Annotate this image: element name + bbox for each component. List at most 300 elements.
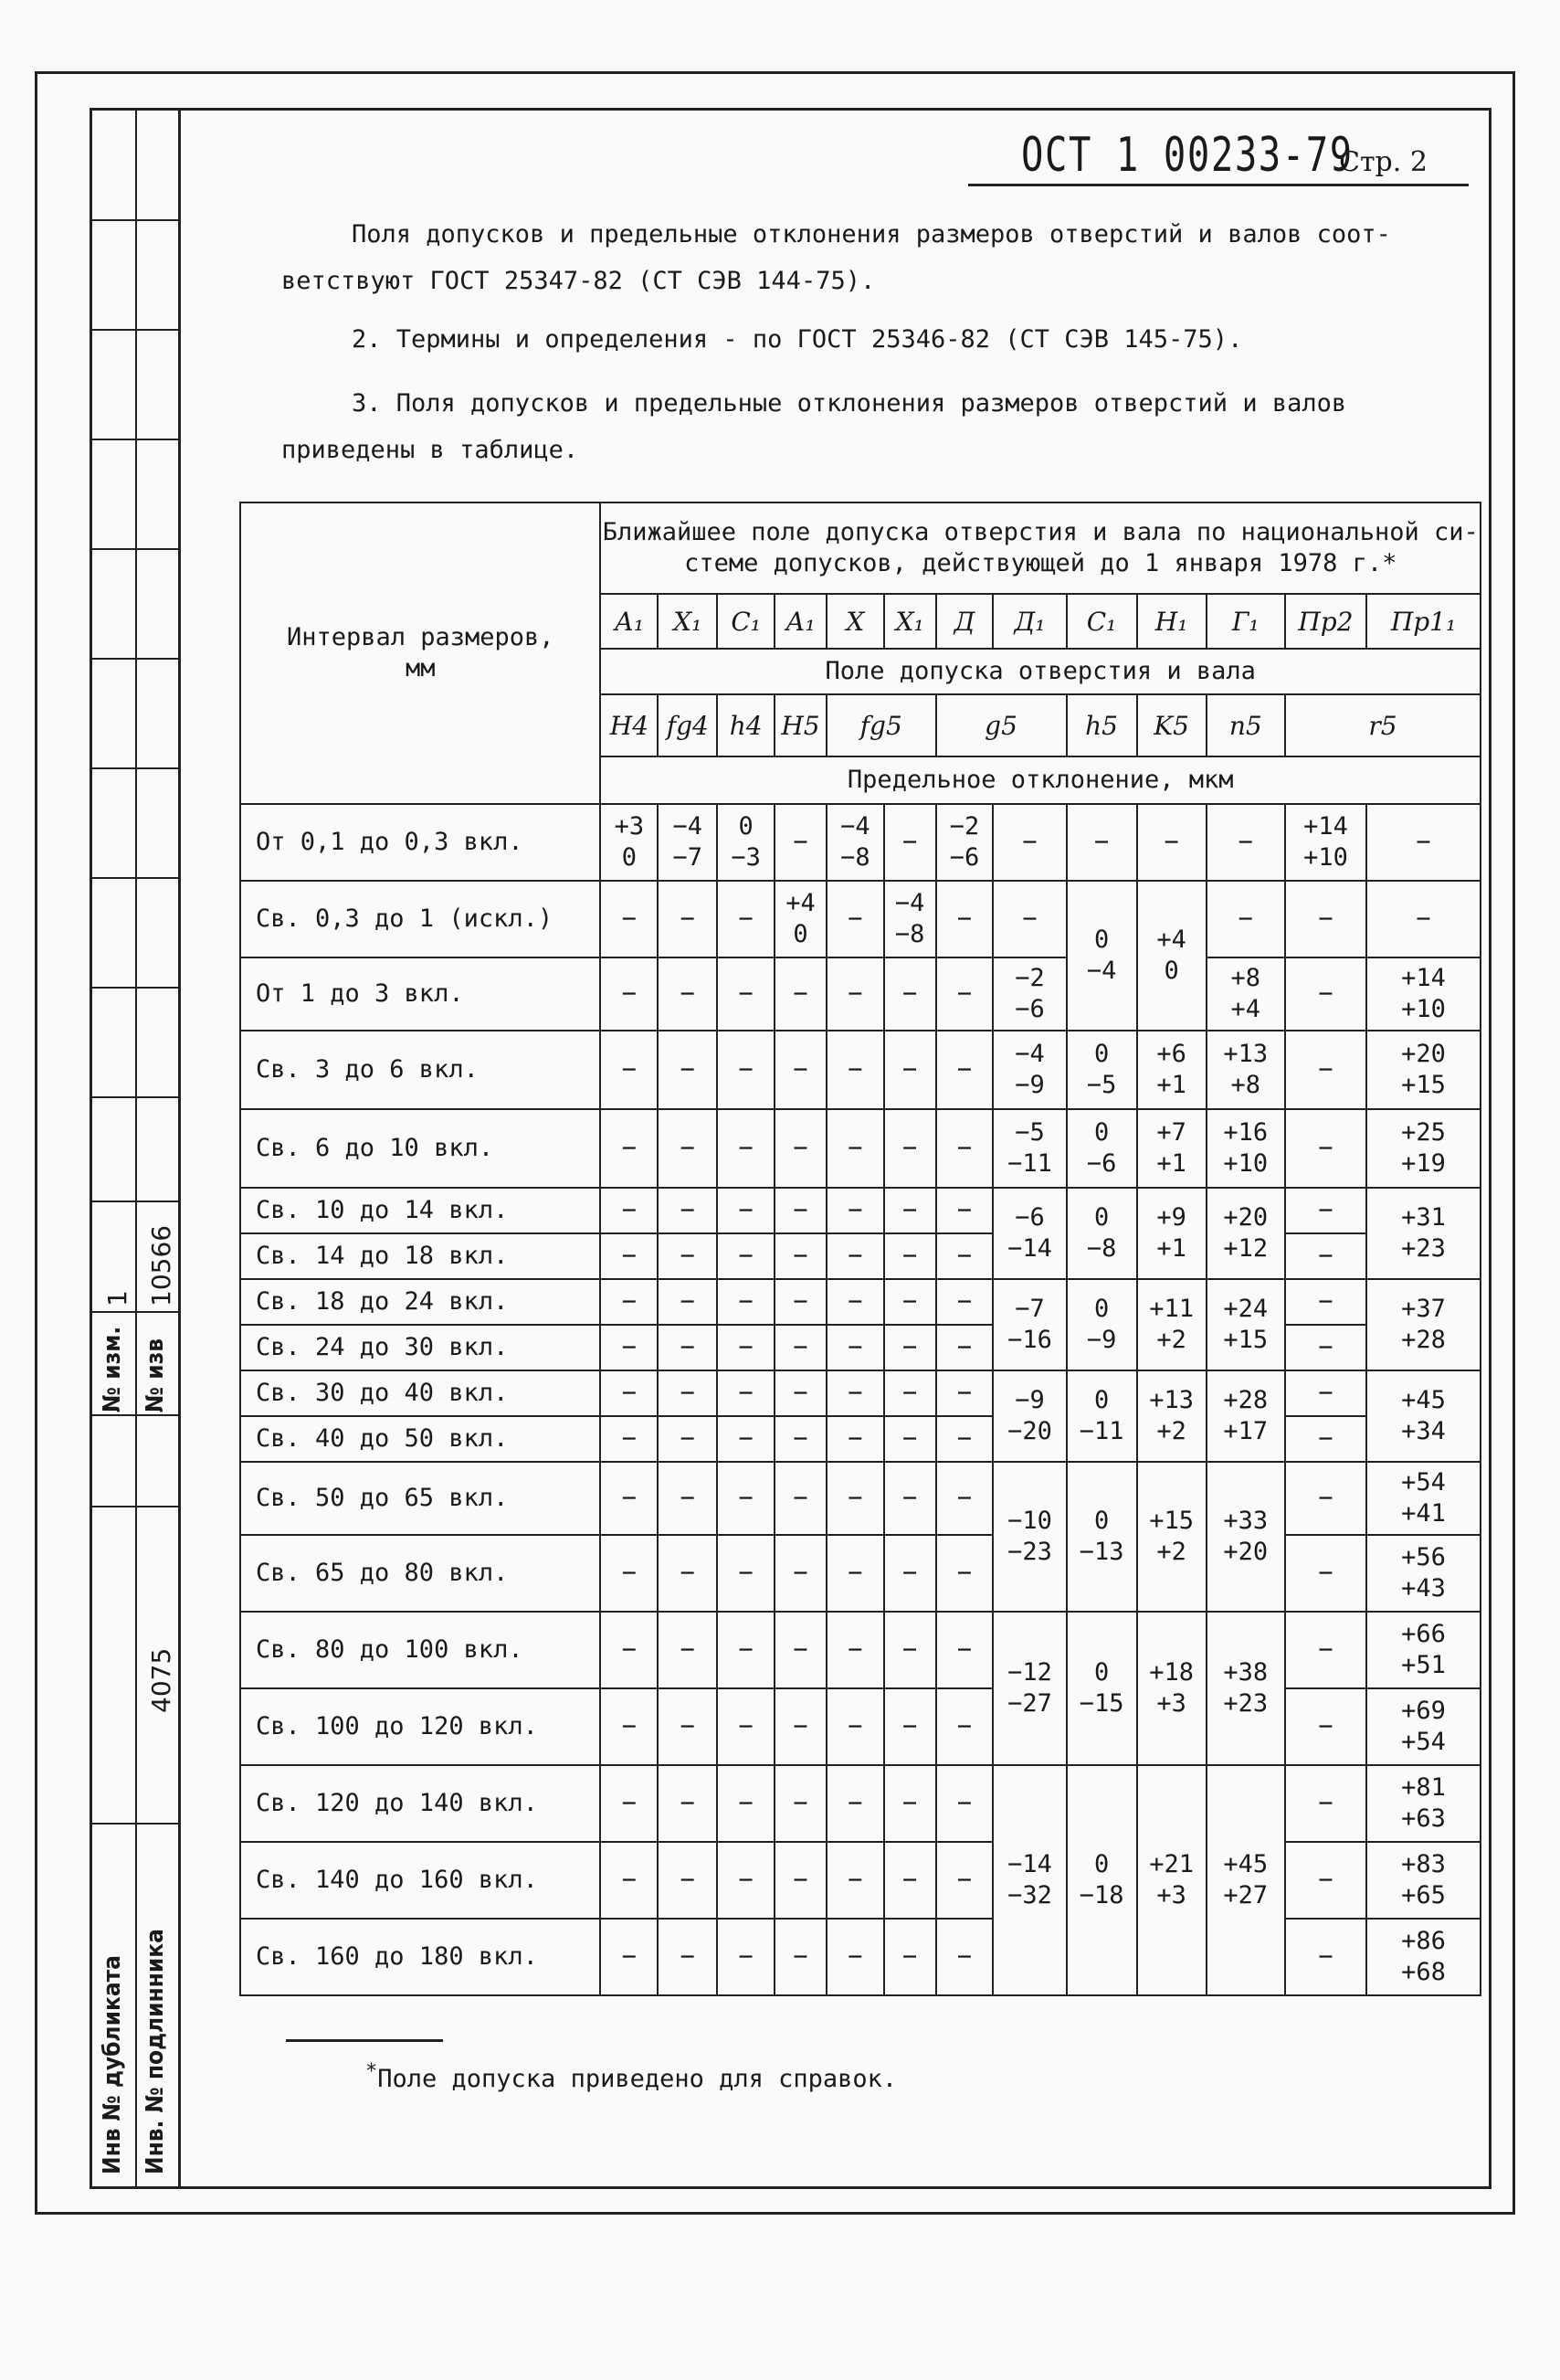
value-cell: 0 −8	[1067, 1188, 1137, 1279]
margin-cut	[90, 987, 178, 989]
table-row	[240, 1109, 1481, 1188]
value-cell: −	[658, 1233, 717, 1279]
value-cell: −	[936, 1842, 994, 1919]
value-cell: +45 +27	[1207, 1765, 1285, 1995]
value-cell: −	[1285, 1325, 1366, 1370]
value-cell: −	[600, 1612, 658, 1688]
value-cell: +4 0	[775, 881, 827, 957]
value-cell: −	[775, 1370, 827, 1416]
field-col-10: r5	[1285, 694, 1481, 756]
field-col-9: n5	[1207, 694, 1285, 756]
value-cell: −	[717, 1462, 775, 1535]
value-cell: −	[775, 957, 827, 1031]
value-cell: −	[884, 1233, 936, 1279]
value-cell: −	[717, 1325, 775, 1370]
value-cell: −	[884, 1279, 936, 1325]
value-cell: −	[884, 1416, 936, 1462]
national-system-header	[600, 502, 1481, 594]
value-cell: +16 +10	[1207, 1109, 1285, 1188]
value-cell: +15 +2	[1137, 1462, 1207, 1612]
podl-value: 4075	[146, 1647, 176, 1713]
value-cell: 0 −18	[1067, 1765, 1137, 1995]
value-cell: −	[827, 957, 884, 1031]
doc-code: ОСТ 1 00233-79	[1021, 128, 1354, 183]
national-col-7: Д	[936, 594, 994, 649]
paragraph-3-line-1: 3. Поля допусков и предельные отклонения размеров отверстий и валов	[352, 389, 1347, 418]
value-cell: −	[775, 1279, 827, 1325]
row-label: Св. 160 до 180 вкл.	[240, 1919, 600, 1995]
value-cell: −	[658, 1279, 717, 1325]
value-cell: −	[717, 1919, 775, 1995]
paragraph-3-line-2: приведены в таблице.	[281, 436, 579, 464]
national-col-1: А₁	[600, 594, 658, 649]
margin-cut	[90, 439, 178, 440]
value-cell: −	[600, 1109, 658, 1188]
value-cell: −	[936, 1535, 994, 1612]
value-cell: −	[658, 1765, 717, 1842]
value-cell: −4 −9	[993, 1031, 1066, 1109]
margin-cut	[90, 548, 178, 550]
footnote	[365, 2060, 897, 2093]
value-cell: −	[884, 1188, 936, 1233]
value-cell: −5 −11	[993, 1109, 1066, 1188]
value-cell: −	[936, 1462, 994, 1535]
row-label: От 0,1 до 0,3 вкл.	[240, 804, 600, 881]
value-cell: −	[600, 1765, 658, 1842]
value-cell: −	[1285, 1765, 1366, 1842]
value-cell: 0 −13	[1067, 1462, 1137, 1612]
value-cell: −	[884, 957, 936, 1031]
value-cell: −	[717, 1765, 775, 1842]
value-cell: −	[827, 1535, 884, 1612]
value-cell: −	[775, 1535, 827, 1612]
paragraph-1-line-1: Поля допусков и предельные отклонения размеров отверстий и валов соот-	[352, 220, 1391, 249]
field-col-2: fg4	[658, 694, 717, 756]
value-cell: −	[827, 1188, 884, 1233]
value-cell: −	[827, 1370, 884, 1416]
dubl-label: Инв № дубликата	[99, 1955, 126, 2174]
value-cell: −	[1285, 1279, 1366, 1325]
interval-header-label: Интервал размеров,	[286, 623, 554, 652]
margin-cut	[90, 1414, 178, 1416]
value-cell: −	[936, 1325, 994, 1370]
value-cell: −	[717, 1279, 775, 1325]
value-cell: +66 +51	[1366, 1612, 1481, 1688]
value-cell: −	[1285, 1919, 1366, 1995]
table-row	[240, 1188, 1481, 1233]
value-cell: −	[658, 1462, 717, 1535]
table-row	[240, 804, 1481, 881]
value-cell: −	[600, 881, 658, 957]
value-cell: −	[936, 1188, 994, 1233]
table-row	[240, 1233, 1481, 1279]
value-cell: −	[827, 1233, 884, 1279]
value-cell: −	[993, 804, 1066, 881]
izm-value: 1	[102, 1290, 132, 1306]
value-cell: −	[936, 957, 994, 1031]
value-cell: +20 +15	[1366, 1031, 1481, 1109]
value-cell: −	[600, 1188, 658, 1233]
value-cell: −	[884, 1370, 936, 1416]
national-col-5: Х	[827, 594, 884, 649]
value-cell: −	[775, 1462, 827, 1535]
value-cell: −	[884, 1535, 936, 1612]
value-cell: −2 −6	[936, 804, 994, 881]
national-header-line-1: Ближайшее поле допуска отверстия и вала по национальной си-	[602, 518, 1479, 547]
value-cell: −	[827, 1031, 884, 1109]
field-col-6: g5	[936, 694, 1067, 756]
value-cell: −	[936, 1612, 994, 1688]
value-cell: −	[717, 1109, 775, 1188]
value-cell: −	[717, 1233, 775, 1279]
value-cell: −	[775, 1765, 827, 1842]
value-cell: −4 −8	[884, 881, 936, 957]
national-col-8: Д₁	[993, 594, 1066, 649]
value-cell: +21 +3	[1137, 1765, 1207, 1995]
margin-cut	[90, 329, 178, 331]
row-label: Св. 14 до 18 вкл.	[240, 1233, 600, 1279]
table-row	[240, 1416, 1481, 1462]
value-cell: −	[827, 1109, 884, 1188]
value-cell: −	[936, 1688, 994, 1765]
row-label: Св. 100 до 120 вкл.	[240, 1688, 600, 1765]
value-cell: −	[600, 1279, 658, 1325]
value-cell: +69 +54	[1366, 1688, 1481, 1765]
value-cell: −	[1285, 1842, 1366, 1919]
binding-margin	[90, 108, 181, 2189]
value-cell: −	[1285, 1688, 1366, 1765]
table-row	[240, 1842, 1481, 1919]
value-cell: −	[600, 1535, 658, 1612]
table-row	[240, 1279, 1481, 1325]
national-col-6: Х₁	[884, 594, 936, 649]
value-cell: −	[884, 1031, 936, 1109]
value-cell: 0 −11	[1067, 1370, 1137, 1462]
value-cell: +14 +10	[1366, 957, 1481, 1031]
value-cell: +11 +2	[1137, 1279, 1207, 1370]
value-cell: −	[884, 1612, 936, 1688]
value-cell: −	[827, 1765, 884, 1842]
value-cell: +38 +23	[1207, 1612, 1285, 1765]
value-cell: −	[827, 1462, 884, 1535]
row-label: Св. 10 до 14 вкл.	[240, 1188, 600, 1233]
value-cell: −	[658, 1031, 717, 1109]
row-label: Св. 120 до 140 вкл.	[240, 1765, 600, 1842]
value-cell: −	[1285, 1416, 1366, 1462]
value-cell: −	[1285, 1370, 1366, 1416]
value-cell: −14 −32	[993, 1765, 1066, 1995]
value-cell: −	[1285, 957, 1366, 1031]
value-cell: −	[884, 1919, 936, 1995]
value-cell: −	[884, 1109, 936, 1188]
value-cell: −	[827, 1612, 884, 1688]
field-header: Поле допуска отверстия и вала	[600, 649, 1481, 694]
value-cell: −10 −23	[993, 1462, 1066, 1612]
margin-cut	[90, 1201, 178, 1202]
value-cell: 0 −5	[1067, 1031, 1137, 1109]
value-cell: −	[1137, 804, 1207, 881]
value-cell: −	[717, 1612, 775, 1688]
value-cell: −	[775, 1842, 827, 1919]
izm-label: № изм.	[99, 1326, 126, 1412]
row-label: От 1 до 3 вкл.	[240, 957, 600, 1031]
interval-header	[240, 502, 600, 804]
value-cell: +81 +63	[1366, 1765, 1481, 1842]
value-cell: +33 +20	[1207, 1462, 1285, 1612]
value-cell: +45 +34	[1366, 1370, 1481, 1462]
value-cell: −	[993, 881, 1066, 957]
value-cell: −	[936, 1416, 994, 1462]
value-cell: −	[658, 957, 717, 1031]
value-cell: −	[936, 1279, 994, 1325]
value-cell: +4 0	[1137, 881, 1207, 1031]
table-row	[240, 1462, 1481, 1535]
row-label: Св. 3 до 6 вкл.	[240, 1031, 600, 1109]
value-cell: −	[658, 1688, 717, 1765]
value-cell: −	[1285, 1188, 1366, 1233]
value-cell: −	[775, 1919, 827, 1995]
value-cell: −	[884, 1765, 936, 1842]
national-col-4: А₁	[775, 594, 827, 649]
row-label: Св. 140 до 160 вкл.	[240, 1842, 600, 1919]
value-cell: −	[775, 804, 827, 881]
value-cell: −	[827, 1688, 884, 1765]
national-col-13: Пр1₁	[1366, 594, 1481, 649]
table-row	[240, 1031, 1481, 1109]
value-cell: −	[717, 957, 775, 1031]
national-col-9: С₁	[1067, 594, 1137, 649]
value-cell: −	[600, 1919, 658, 1995]
value-cell: −	[1285, 1031, 1366, 1109]
national-col-11: Г₁	[1207, 594, 1285, 649]
value-cell: +24 +15	[1207, 1279, 1285, 1370]
value-cell: −	[1285, 1462, 1366, 1535]
page-number: Стр. 2	[1339, 146, 1428, 178]
field-col-7: h5	[1067, 694, 1137, 756]
margin-cut	[90, 767, 178, 769]
value-cell: −	[717, 1842, 775, 1919]
value-cell: +3 0	[600, 804, 658, 881]
row-label: Св. 30 до 40 вкл.	[240, 1370, 600, 1416]
footnote-rule	[286, 2039, 443, 2042]
value-cell: +20 +12	[1207, 1188, 1285, 1279]
row-label: Св. 18 до 24 вкл.	[240, 1279, 600, 1325]
row-label: Св. 50 до 65 вкл.	[240, 1462, 600, 1535]
value-cell: −	[1285, 1612, 1366, 1688]
value-cell: 0 −3	[717, 804, 775, 881]
value-cell: −	[1285, 881, 1366, 957]
value-cell: 0 −4	[1067, 881, 1137, 1031]
value-cell: −	[658, 1188, 717, 1233]
deviation-header: Предельное отклонение, мкм	[600, 756, 1481, 804]
interval-header-unit: мм	[405, 654, 436, 682]
table-row	[240, 1612, 1481, 1688]
value-cell: −	[600, 1688, 658, 1765]
table-row	[240, 1325, 1481, 1370]
tolerance-table	[239, 502, 1481, 1996]
national-col-12: Пр2	[1285, 594, 1366, 649]
value-cell: +18 +3	[1137, 1612, 1207, 1765]
margin-cut	[90, 1096, 178, 1098]
value-cell: −	[775, 1233, 827, 1279]
field-col-3: h4	[717, 694, 775, 756]
row-label: Св. 80 до 100 вкл.	[240, 1612, 600, 1688]
value-cell: −	[936, 1765, 994, 1842]
footnote-mark: *	[365, 2060, 378, 2083]
value-cell: −	[658, 1612, 717, 1688]
table-row	[240, 1919, 1481, 1995]
podl-label: Инв. № подлинника	[142, 1929, 169, 2174]
field-col-4: H5	[775, 694, 827, 756]
value-cell: −	[936, 1370, 994, 1416]
value-cell: −	[717, 1370, 775, 1416]
value-cell: −	[658, 1370, 717, 1416]
value-cell: −	[658, 1109, 717, 1188]
value-cell: −2 −6	[993, 957, 1066, 1031]
margin-cut	[90, 877, 178, 879]
binding-divider	[135, 111, 137, 2186]
value-cell: −6 −14	[993, 1188, 1066, 1279]
value-cell: +28 +17	[1207, 1370, 1285, 1462]
value-cell: −	[600, 1233, 658, 1279]
value-cell: +56 +43	[1366, 1535, 1481, 1612]
table-row	[240, 1688, 1481, 1765]
value-cell: −	[936, 881, 994, 957]
row-label: Св. 24 до 30 вкл.	[240, 1325, 600, 1370]
value-cell: −	[827, 1842, 884, 1919]
value-cell: −	[936, 1233, 994, 1279]
value-cell: −	[1285, 1109, 1366, 1188]
value-cell: −4 −8	[827, 804, 884, 881]
national-col-10: Н₁	[1137, 594, 1207, 649]
doc-header	[1021, 128, 1447, 183]
value-cell: +7 +1	[1137, 1109, 1207, 1188]
value-cell: +54 +41	[1366, 1462, 1481, 1535]
value-cell: −	[658, 1919, 717, 1995]
header-underline	[968, 184, 1469, 186]
table-row	[240, 1765, 1481, 1842]
table-row	[240, 1370, 1481, 1416]
value-cell: −	[827, 1325, 884, 1370]
value-cell: −	[827, 881, 884, 957]
national-col-3: С₁	[717, 594, 775, 649]
value-cell: +31 +23	[1366, 1188, 1481, 1279]
value-cell: −	[775, 1109, 827, 1188]
value-cell: −	[775, 1688, 827, 1765]
value-cell: +37 +28	[1366, 1279, 1481, 1370]
value-cell: −	[1207, 804, 1285, 881]
izv-label: № изв	[142, 1338, 169, 1412]
table-row	[240, 1535, 1481, 1612]
value-cell: −	[827, 1919, 884, 1995]
value-cell: −	[600, 1842, 658, 1919]
value-cell: +9 +1	[1137, 1188, 1207, 1279]
value-cell: −	[1285, 1233, 1366, 1279]
value-cell: −	[600, 1462, 658, 1535]
row-label: Св. 65 до 80 вкл.	[240, 1535, 600, 1612]
value-cell: −	[936, 1031, 994, 1109]
value-cell: −	[658, 1842, 717, 1919]
value-cell: −	[775, 1612, 827, 1688]
value-cell: −	[936, 1919, 994, 1995]
value-cell: +13 +8	[1207, 1031, 1285, 1109]
value-cell: +83 +65	[1366, 1842, 1481, 1919]
value-cell: −	[884, 1842, 936, 1919]
row-label: Св. 40 до 50 вкл.	[240, 1416, 600, 1462]
margin-cut	[90, 658, 178, 660]
value-cell: −	[884, 1688, 936, 1765]
margin-cut	[90, 1823, 178, 1825]
value-cell: −	[717, 1188, 775, 1233]
value-cell: −	[1366, 881, 1481, 957]
value-cell: −	[600, 1325, 658, 1370]
field-col-1: H4	[600, 694, 658, 756]
value-cell: −12 −27	[993, 1612, 1066, 1765]
value-cell: −	[600, 1031, 658, 1109]
value-cell: −9 −20	[993, 1370, 1066, 1462]
value-cell: −7 −16	[993, 1279, 1066, 1370]
field-col-8: K5	[1137, 694, 1207, 756]
national-col-2: Х₁	[658, 594, 717, 649]
value-cell: −	[717, 1535, 775, 1612]
value-cell: +6 +1	[1137, 1031, 1207, 1109]
value-cell: 0 −6	[1067, 1109, 1137, 1188]
value-cell: −	[884, 1462, 936, 1535]
value-cell: −	[717, 1416, 775, 1462]
value-cell: −	[658, 1325, 717, 1370]
footnote-text: Поле допуска приведено для справок.	[377, 2065, 898, 2093]
margin-cut	[90, 219, 178, 221]
national-header-line-2: стеме допусков, действующей до 1 января 1978 г.*	[684, 549, 1397, 577]
paragraph-1-line-2: ветствуют ГОСТ 25347-82 (СТ СЭВ 144-75).	[281, 267, 876, 295]
field-col-5: fg5	[827, 694, 936, 756]
value-cell: −	[1207, 881, 1285, 957]
value-cell: −	[600, 1370, 658, 1416]
row-label: Св. 0,3 до 1 (искл.)	[240, 881, 600, 957]
value-cell: −	[1067, 804, 1137, 881]
value-cell: −	[775, 1416, 827, 1462]
value-cell: −	[600, 1416, 658, 1462]
value-cell: −	[827, 1416, 884, 1462]
row-label: Св. 6 до 10 вкл.	[240, 1109, 600, 1188]
value-cell: −	[1366, 804, 1481, 881]
value-cell: 0 −15	[1067, 1612, 1137, 1765]
table-row	[240, 881, 1481, 957]
value-cell: −	[1285, 1535, 1366, 1612]
value-cell: −	[658, 881, 717, 957]
margin-cut	[90, 1311, 178, 1313]
value-cell: +14 +10	[1285, 804, 1366, 881]
value-cell: −	[658, 1535, 717, 1612]
table-row	[240, 957, 1481, 1031]
value-cell: −	[717, 1031, 775, 1109]
value-cell: −	[775, 1188, 827, 1233]
value-cell: +8 +4	[1207, 957, 1285, 1031]
value-cell: −	[884, 1325, 936, 1370]
value-cell: −	[600, 957, 658, 1031]
value-cell: −4 −7	[658, 804, 717, 881]
izv-value: 10566	[146, 1224, 176, 1306]
value-cell: −	[936, 1109, 994, 1188]
value-cell: −	[717, 881, 775, 957]
value-cell: +13 +2	[1137, 1370, 1207, 1462]
value-cell: 0 −9	[1067, 1279, 1137, 1370]
value-cell: −	[658, 1416, 717, 1462]
value-cell: −	[827, 1279, 884, 1325]
margin-cut	[90, 1506, 178, 1507]
value-cell: +86 +68	[1366, 1919, 1481, 1995]
paragraph-2: 2. Термины и определения - по ГОСТ 25346-82 (СТ СЭВ 145-75).	[352, 325, 1243, 354]
